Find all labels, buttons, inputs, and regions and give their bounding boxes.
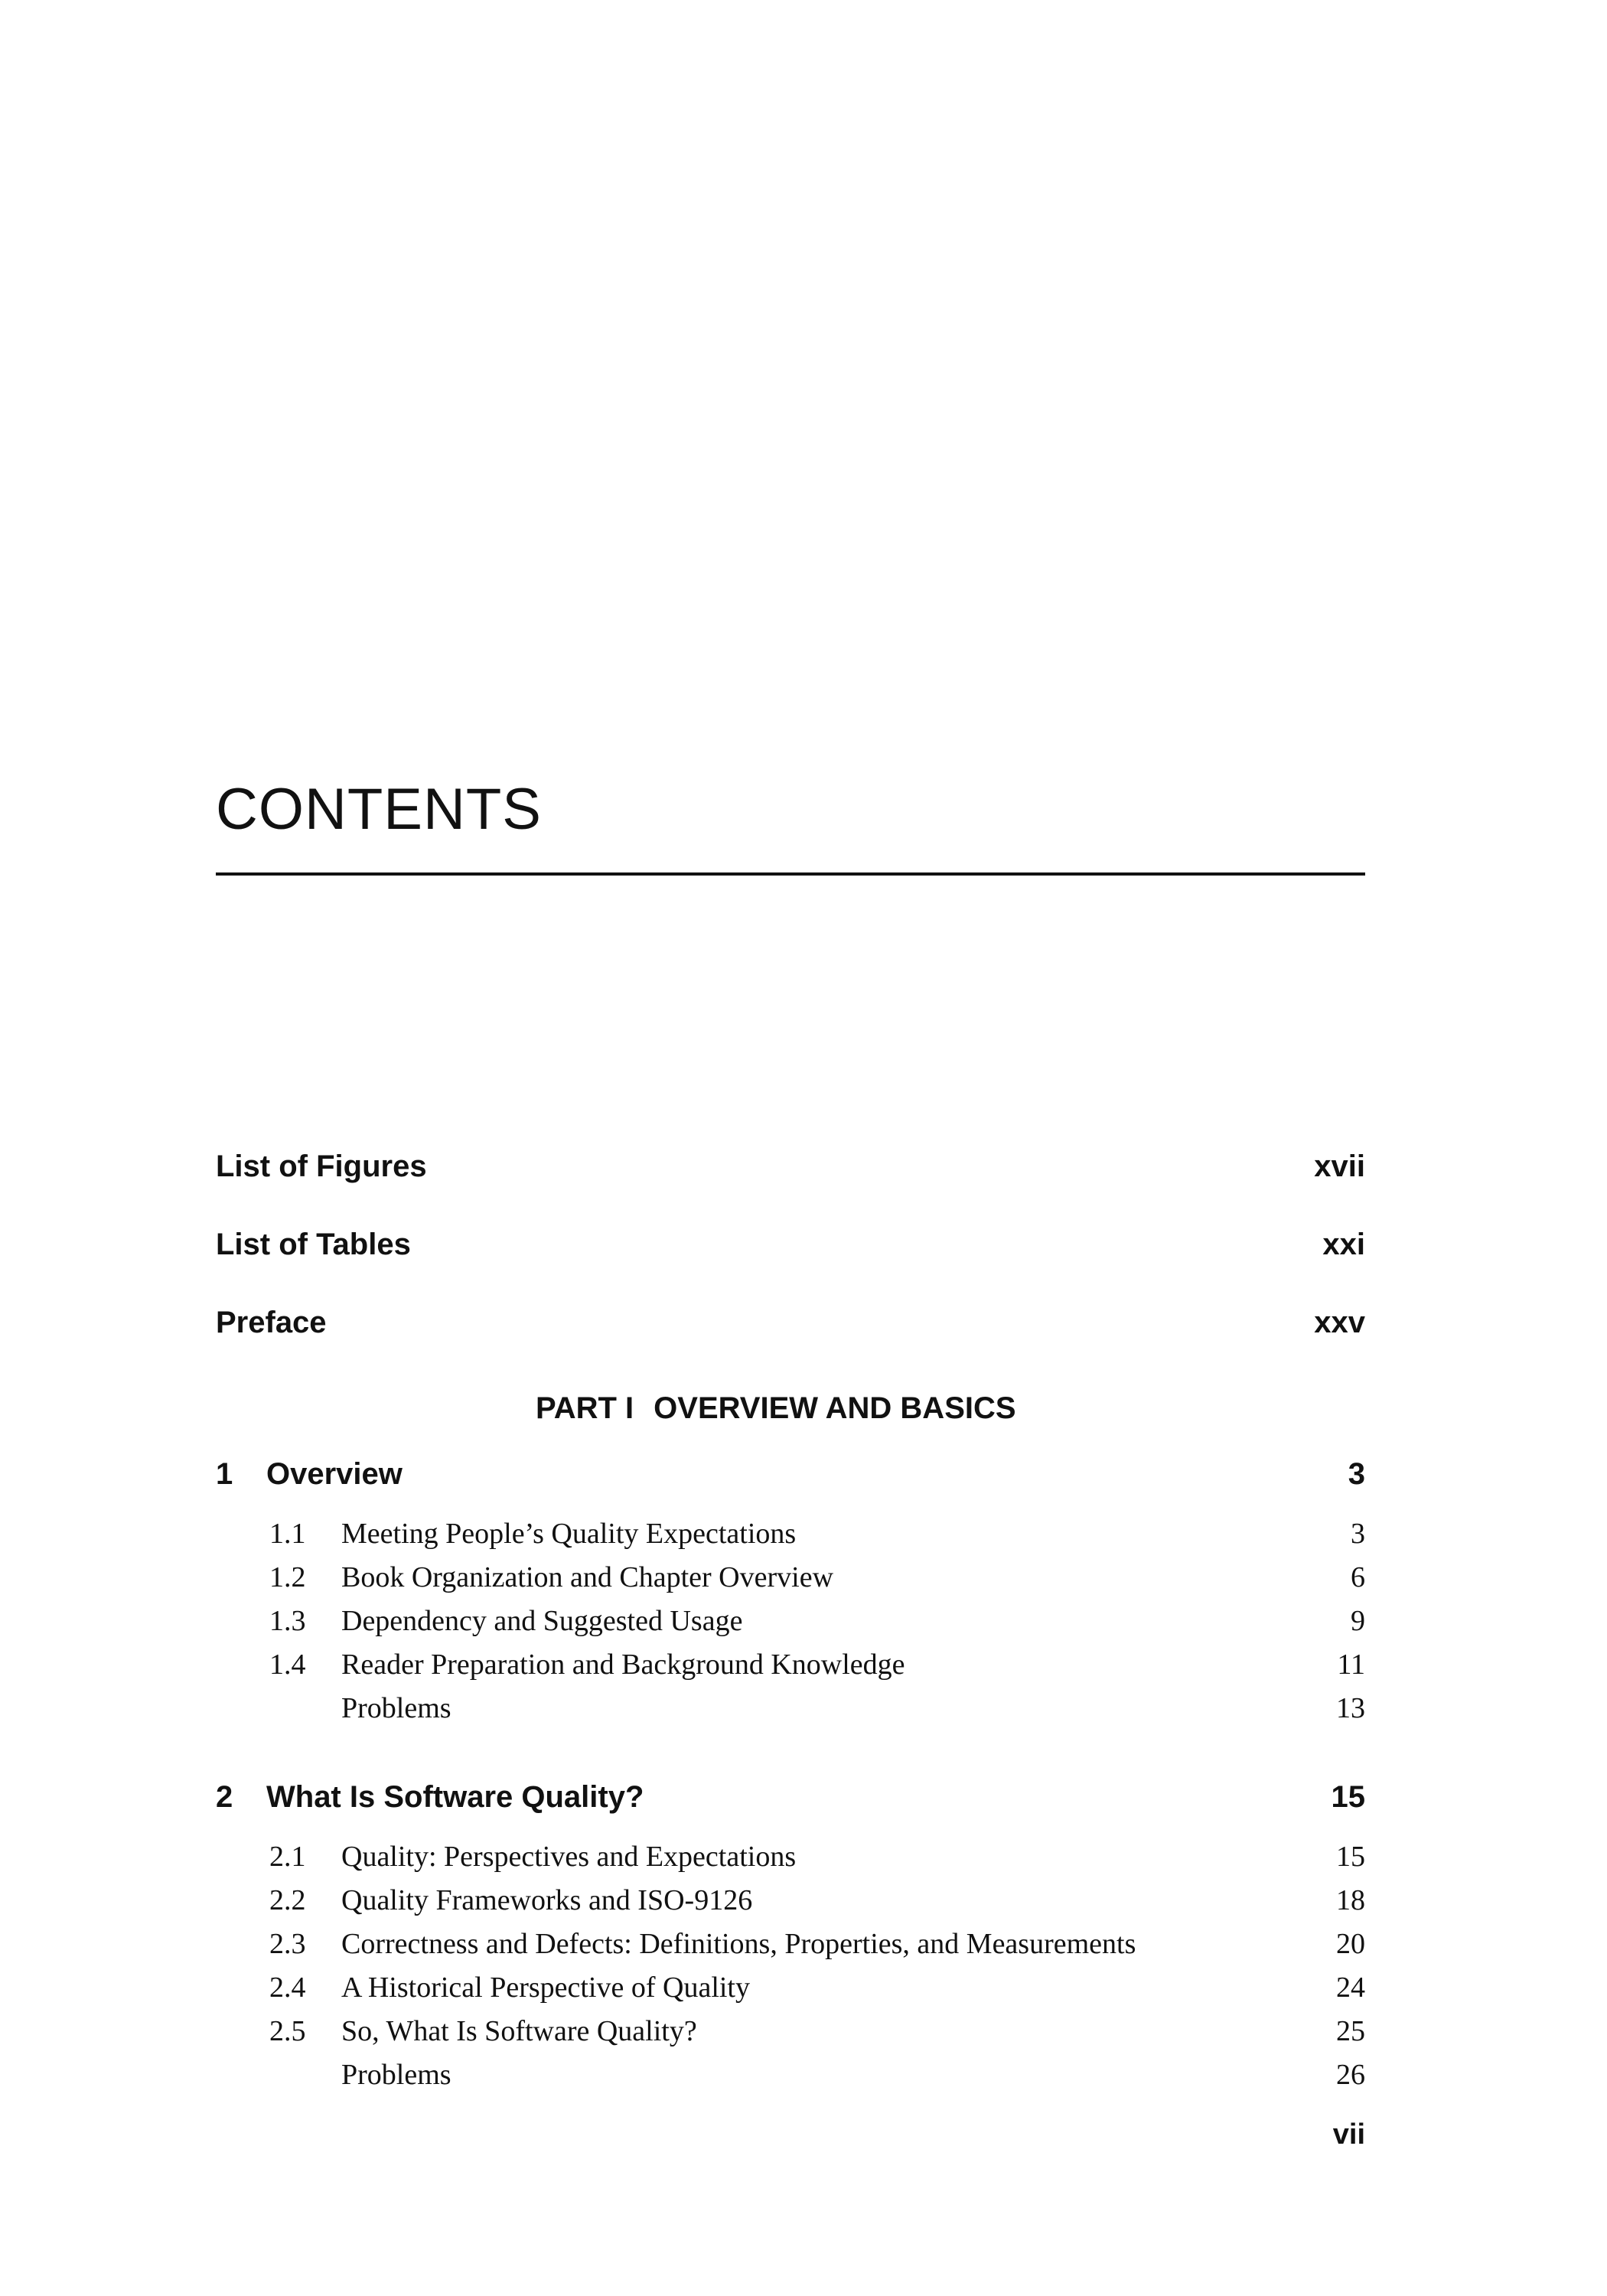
toc-section-2-4[interactable]: [269, 1972, 1365, 2004]
section-number: 1.1: [269, 1518, 306, 1550]
section-title: Book Organization and Chapter Overview: [341, 1561, 834, 1593]
section-page: 20: [1336, 1928, 1365, 1960]
section-page: 11: [1337, 1649, 1365, 1681]
section-page: 26: [1336, 2059, 1365, 2091]
entry-page: xxv: [1314, 1306, 1365, 1339]
section-number: 1.4: [269, 1649, 306, 1681]
section-number: 1.2: [269, 1561, 306, 1593]
title-rule: [216, 872, 1365, 876]
entry-page: xvii: [1314, 1150, 1365, 1183]
section-number: 2.2: [269, 1884, 306, 1916]
toc-section-1-2[interactable]: [269, 1562, 1365, 1594]
toc-entry-preface[interactable]: [216, 1306, 1365, 1340]
entry-label: Preface: [216, 1306, 327, 1339]
toc-section-2-5[interactable]: [269, 2016, 1365, 2048]
toc-section-1-4[interactable]: [269, 1649, 1365, 1681]
section-title: Correctness and Defects: Definitions, Properties, and Measurements: [341, 1928, 1136, 1960]
chapter-number: 1: [216, 1457, 233, 1491]
section-number: 2.4: [269, 1971, 306, 2004]
chapter-title: Overview: [266, 1457, 403, 1491]
section-page: 13: [1336, 1692, 1365, 1724]
section-title: So, What Is Software Quality?: [341, 2015, 697, 2047]
toc-chapter-2[interactable]: [216, 1780, 1365, 1814]
entry-label: List of Figures: [216, 1150, 427, 1183]
section-page: 9: [1351, 1605, 1365, 1637]
toc-section-1-1[interactable]: [269, 1518, 1365, 1551]
entry-page: xxi: [1322, 1228, 1365, 1261]
section-page: 18: [1336, 1884, 1365, 1916]
toc-section-2-2[interactable]: [269, 1885, 1365, 1917]
section-number: 2.5: [269, 2015, 306, 2047]
section-page: 24: [1336, 1971, 1365, 2004]
part-title: OVERVIEW AND BASICS: [654, 1391, 1016, 1425]
part-label: PART I: [536, 1391, 634, 1425]
part-heading: [536, 1391, 1016, 1425]
section-title: Meeting People’s Quality Expectations: [341, 1518, 797, 1550]
toc-section-2-3[interactable]: [269, 1929, 1365, 1961]
chapter-page: 3: [1348, 1457, 1365, 1491]
entry-label: List of Tables: [216, 1228, 411, 1261]
page-title: CONTENTS: [216, 777, 542, 842]
section-page: 25: [1336, 2015, 1365, 2047]
section-page: 6: [1351, 1561, 1365, 1593]
toc-entry-list-of-figures[interactable]: [216, 1150, 1365, 1184]
section-page: 15: [1336, 1841, 1365, 1873]
toc-entry-list-of-tables[interactable]: [216, 1228, 1365, 1262]
chapter-page: 15: [1331, 1780, 1365, 1814]
toc-section-2-1[interactable]: [269, 1841, 1365, 1874]
section-title: Dependency and Suggested Usage: [341, 1605, 743, 1637]
page-number: vii: [1332, 2118, 1365, 2151]
toc-section-1-3[interactable]: [269, 1606, 1365, 1638]
section-title: Problems: [341, 2059, 451, 2091]
section-title: Problems: [341, 1692, 451, 1724]
section-number: 2.1: [269, 1841, 306, 1873]
toc-section-2-problems[interactable]: [269, 2060, 1365, 2092]
section-title: Reader Preparation and Background Knowledge: [341, 1649, 905, 1681]
section-number: 2.3: [269, 1928, 306, 1960]
section-page: 3: [1351, 1518, 1365, 1550]
section-title: A Historical Perspective of Quality: [341, 1971, 750, 2004]
section-number: 1.3: [269, 1605, 306, 1637]
chapter-title: What Is Software Quality?: [266, 1780, 644, 1814]
toc-chapter-1[interactable]: [216, 1457, 1365, 1491]
chapter-number: 2: [216, 1780, 233, 1814]
section-title: Quality: Perspectives and Expectations: [341, 1841, 797, 1873]
section-title: Quality Frameworks and ISO-9126: [341, 1884, 753, 1916]
toc-section-1-problems[interactable]: [269, 1693, 1365, 1725]
